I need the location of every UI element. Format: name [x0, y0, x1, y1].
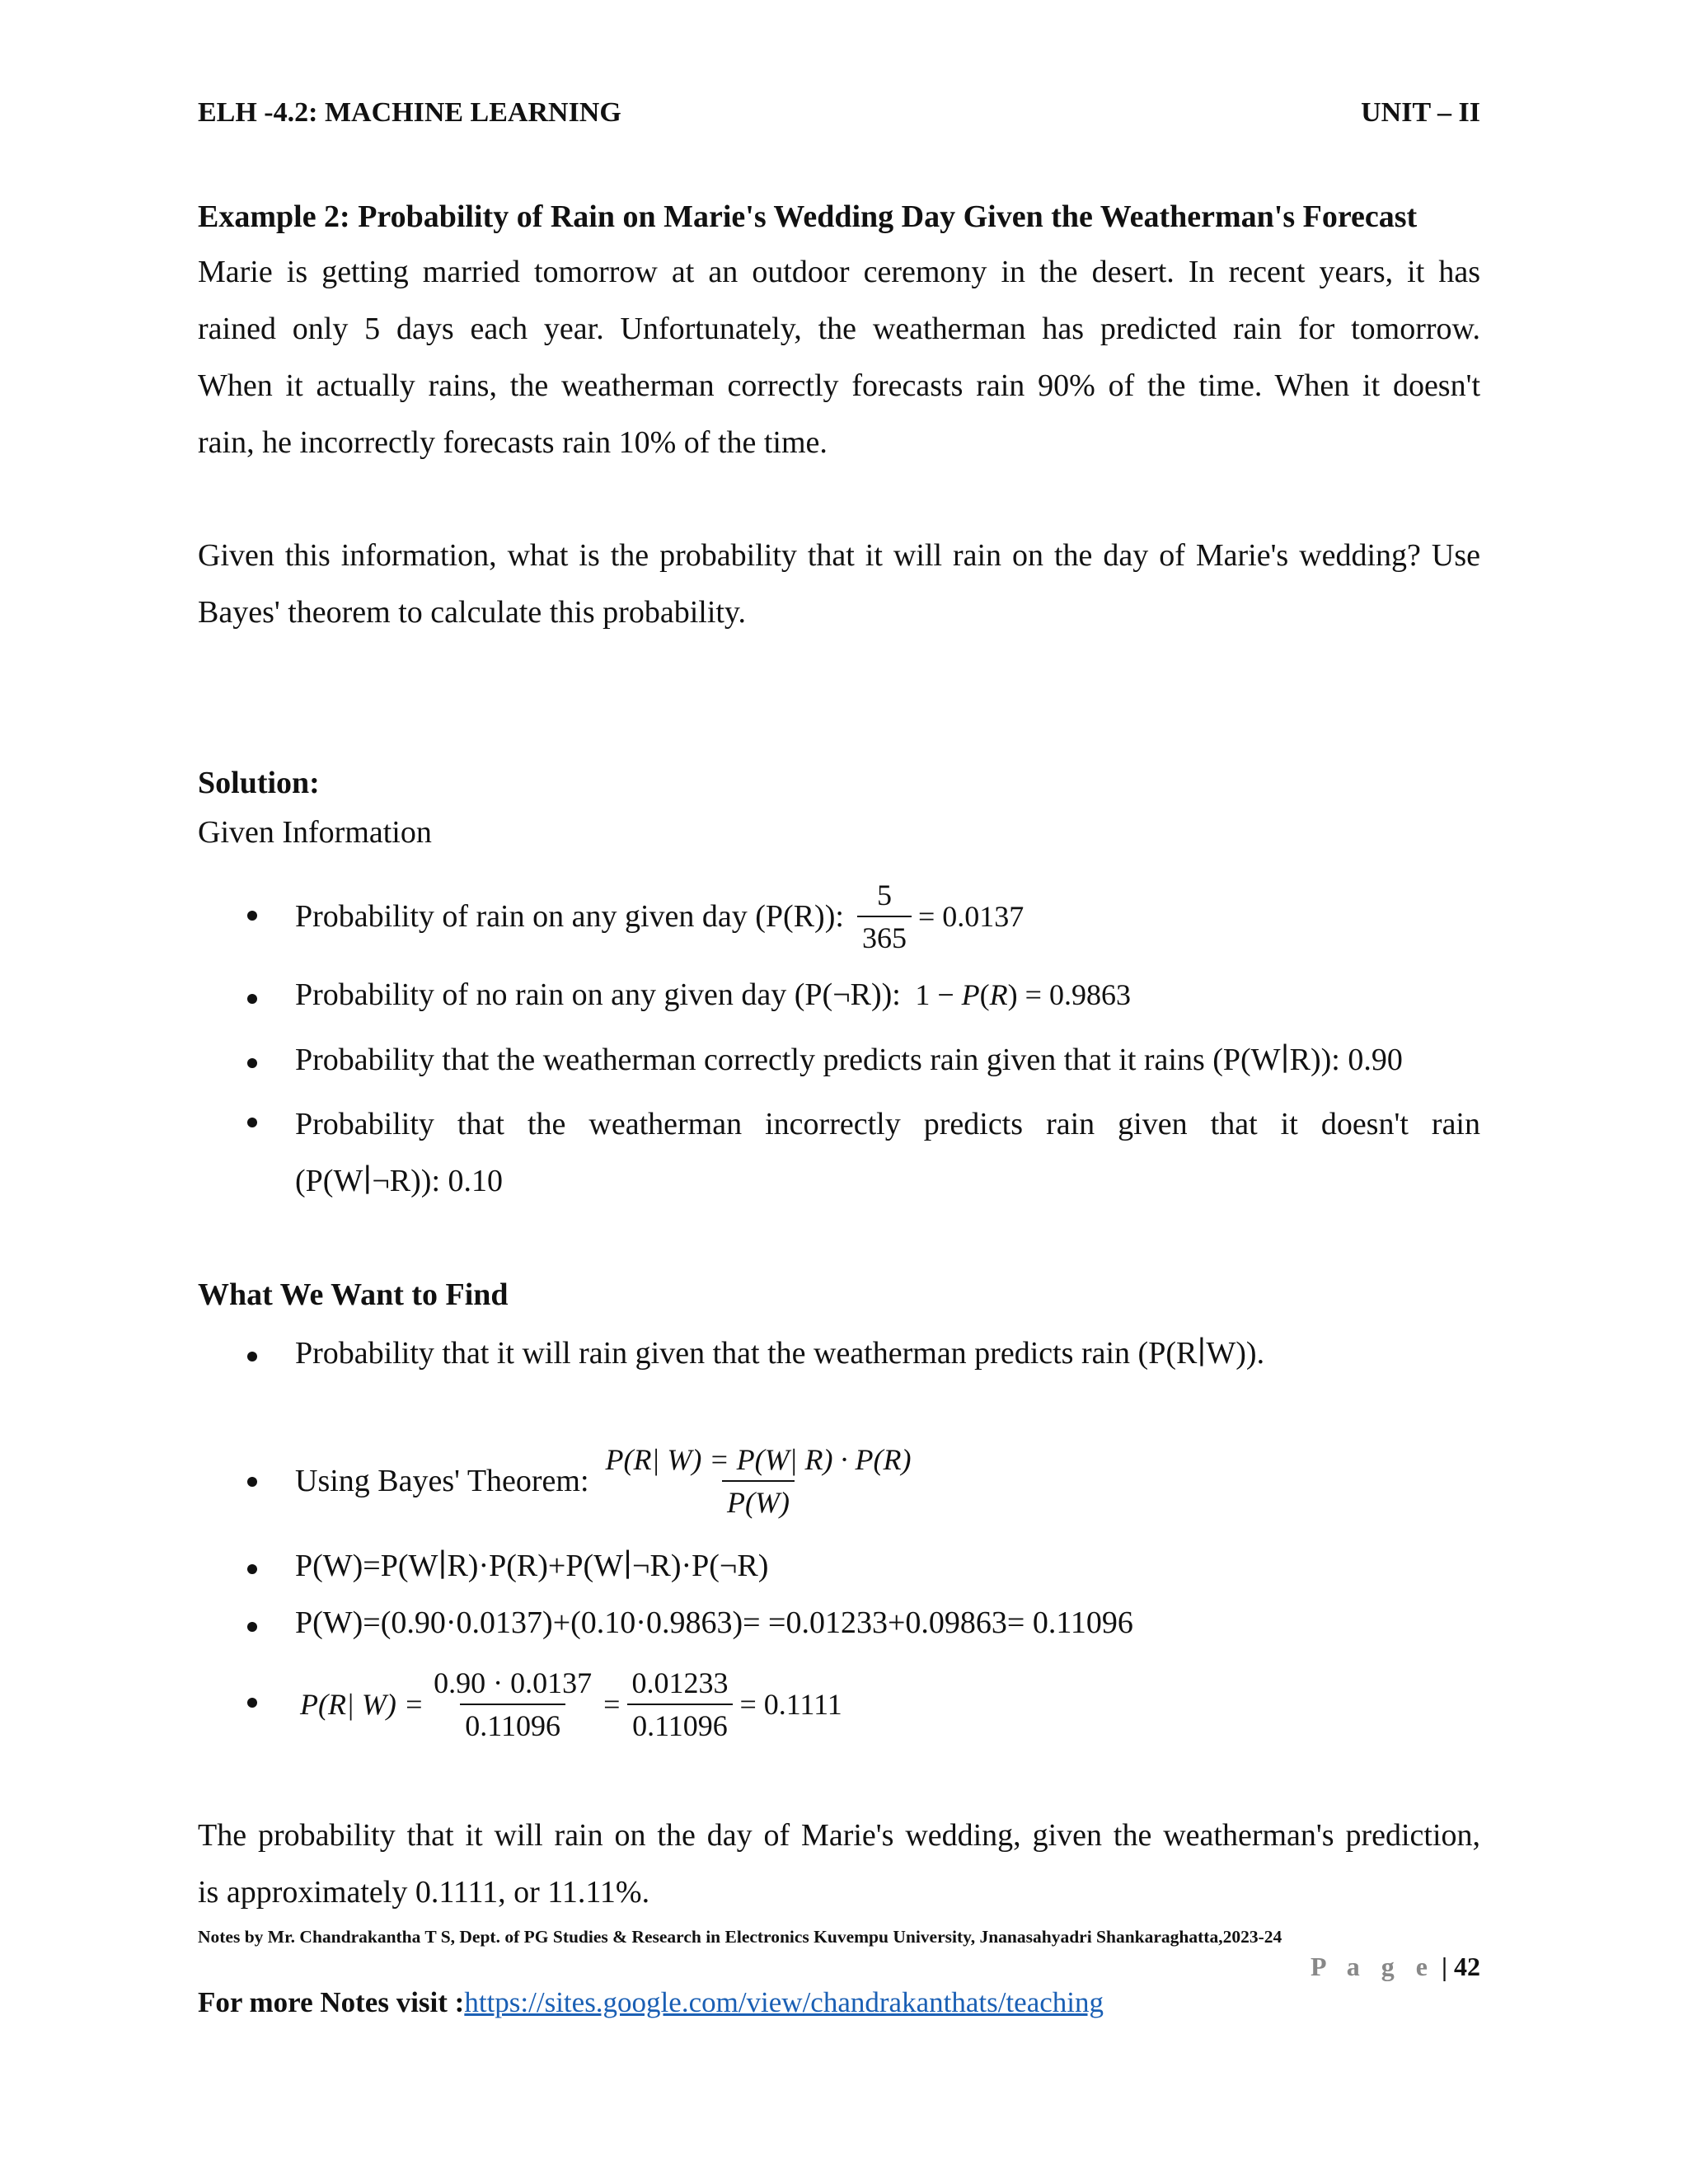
- formula-lhs: P(R| W) =: [300, 1688, 424, 1721]
- example-paragraph-2: [198, 527, 1480, 641]
- bullet-pw-formula: P(W)=P(W∣R)·P(R)+P(W∣¬R)·P(¬R): [295, 1549, 769, 1583]
- bayes-formula: [601, 1442, 917, 1520]
- bullet-text: Using Bayes' Theorem:: [295, 1464, 589, 1498]
- fraction-denominator: 0.11096: [627, 1704, 733, 1743]
- formula-result: = 0.0137: [917, 900, 1025, 933]
- paragraph-line: is approximately 0.1111, or 11.11%.: [198, 1875, 650, 1910]
- header-course-title: ELH -4.2: MACHINE LEARNING: [198, 97, 621, 128]
- bullet-dot: [247, 1477, 257, 1487]
- bullet-pw-calculation: P(W)=(0.90·0.0137)+(0.10·0.9863)= =0.01233+0.09863= 0.11096: [295, 1605, 1133, 1640]
- fraction: [857, 878, 912, 955]
- example-paragraph-1: [198, 244, 1480, 471]
- fraction-numerator: P(R| W) = P(W| R) · P(R): [605, 1443, 912, 1476]
- paragraph-line: The probability that it will rain on the day of Marie's wedding, given the weatherman's prediction,: [198, 1818, 1480, 1853]
- bullet-line: (P(W∣¬R)): 0.10: [295, 1164, 504, 1198]
- bullet-text: Probability of no rain on any given day (P(¬R)):: [295, 977, 901, 1012]
- footer-notes: Notes by Mr. Chandrakantha T S, Dept. of PG Studies & Research in Electronics Kuvempu University, Jnanasahyadri Shankaraghatta,2023-24: [198, 1927, 1282, 1947]
- bullet-prob-incorrect-forecast: [295, 1096, 1480, 1210]
- formula-result: = 0.1111: [739, 1688, 842, 1721]
- prob-no-rain-formula: [915, 978, 1131, 1011]
- prob-rain-formula: [857, 878, 1024, 955]
- math-part: 1 −: [915, 978, 962, 1011]
- page-number: 42: [1454, 1952, 1480, 1981]
- formula-equals: =: [603, 1688, 621, 1721]
- bullet-text: Probability of rain on any given day (P(R)):: [295, 899, 844, 934]
- bullet-bayes-theorem: [295, 1438, 916, 1524]
- bullet-dot: [247, 1564, 257, 1574]
- fraction-numerator: 5: [876, 879, 892, 912]
- fraction-denominator: P(W): [722, 1480, 795, 1520]
- bullet-dot: [247, 911, 257, 921]
- bullet-prob-no-rain: [295, 977, 1131, 1013]
- bullet-line: Probability that the weatherman incorrectly predicts rain given that it doesn't rain: [295, 1107, 1480, 1141]
- fraction-numerator: 0.90 · 0.0137: [434, 1666, 593, 1699]
- paragraph-line: Marie is getting married tomorrow at an outdoor ceremony in the desert. In recent years, it has: [198, 255, 1480, 289]
- fraction: [429, 1666, 597, 1743]
- math-part: ) = 0.9863: [1007, 978, 1131, 1011]
- paragraph-line: When it actually rains, the weatherman correctly forecasts rain 90% of the time. When it doesn't: [198, 368, 1480, 403]
- notes-website-link[interactable]: https://sites.google.com/view/chandrakanthats/teaching: [464, 1986, 1104, 2018]
- footer-visit: [198, 1986, 1104, 2019]
- bullet-prob-correct-forecast: Probability that the weatherman correctly predicts rain given that it rains (P(W∣R)): 0.90: [295, 1043, 1403, 1077]
- bullet-dot: [247, 1352, 257, 1361]
- bullet-dot: [247, 994, 257, 1004]
- page-separator: |: [1434, 1952, 1454, 1981]
- bullet-dot: [247, 1622, 257, 1632]
- fraction-denominator: 0.11096: [460, 1704, 565, 1743]
- bullet-dot: [247, 1118, 257, 1127]
- header-unit-label: UNIT – II: [1361, 97, 1480, 128]
- bullet-target-probability: Probability that it will rain given that the weatherman predicts rain (P(R∣W)).: [295, 1336, 1265, 1371]
- page-number-label: [1311, 1952, 1480, 1982]
- bullet-dot: [247, 1698, 257, 1708]
- page-word: P a g e: [1310, 1952, 1435, 1981]
- bullet-dot: [247, 1058, 257, 1068]
- visit-label: For more Notes visit :: [198, 1986, 465, 2018]
- bullet-prob-rain: [295, 879, 1024, 954]
- final-probability-formula: [300, 1663, 842, 1746]
- fraction-denominator: 365: [857, 916, 912, 955]
- conclusion-paragraph: [198, 1807, 1480, 1921]
- paragraph-line: rain, he incorrectly forecasts rain 10% of the time.: [198, 425, 828, 460]
- paragraph-line: Given this information, what is the probability that it will rain on the day of Marie's wedding? Use: [198, 538, 1480, 573]
- given-information-heading: Given Information: [198, 815, 432, 850]
- fraction: [626, 1666, 733, 1743]
- math-part: R: [989, 978, 1008, 1011]
- want-to-find-heading: What We Want to Find: [198, 1277, 509, 1312]
- fraction-numerator: 0.01233: [631, 1666, 729, 1699]
- solution-heading: Solution:: [198, 766, 320, 800]
- example-title: Example 2: Probability of Rain on Marie's Wedding Day Given the Weatherman's Forecast: [198, 199, 1418, 234]
- math-part: (: [979, 978, 990, 1011]
- paragraph-line: Bayes' theorem to calculate this probability.: [198, 595, 746, 630]
- math-part: P: [961, 978, 980, 1011]
- paragraph-line: rained only 5 days each year. Unfortunately, the weatherman has predicted rain for tomorrow.: [198, 312, 1480, 346]
